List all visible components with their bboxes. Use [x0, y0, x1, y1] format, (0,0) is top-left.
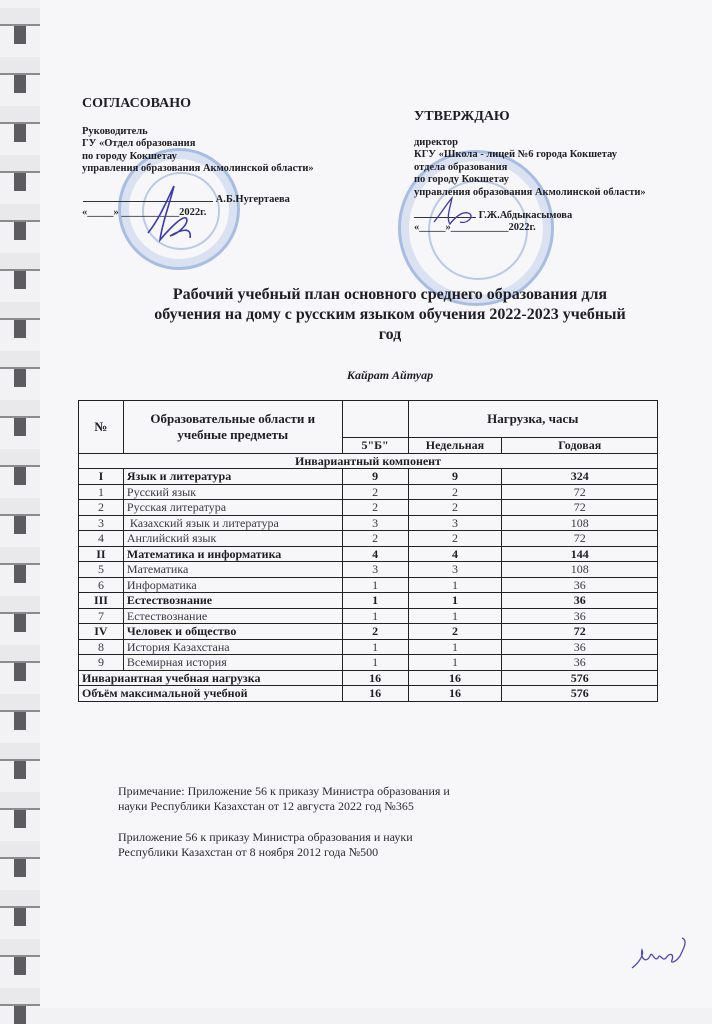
approval-right-line: управления образования Акмолинской области»	[414, 186, 646, 198]
table-row	[79, 577, 658, 593]
table-row	[79, 608, 658, 624]
cell-cls: 2	[342, 531, 408, 547]
cell-name: Русская литература	[123, 500, 342, 516]
table-row	[79, 469, 658, 485]
table-row	[79, 593, 658, 609]
spiral-ring	[0, 841, 45, 859]
approval-right-line: по городу Кокшетау	[414, 174, 509, 186]
totals-label: Объём максимальной учебной	[79, 686, 343, 702]
totals-weekly: 16	[408, 686, 502, 702]
approval-left-date: «_____» ___________2022г.	[82, 206, 207, 218]
table-row	[79, 546, 658, 562]
cell-num: 5	[79, 562, 124, 578]
spiral-ring	[0, 57, 45, 75]
cell-cls: 1	[342, 593, 408, 609]
note-1-line: Примечание: Приложение 56 к приказу Министра образования и	[118, 784, 450, 798]
spiral-ring	[0, 792, 45, 810]
approval-left-line: управления образования Акмолинской области»	[82, 163, 314, 175]
table-row	[79, 500, 658, 516]
spiral-ring	[0, 449, 45, 467]
spiral-ring	[0, 106, 45, 124]
cell-annual: 36	[502, 655, 658, 671]
approval-left-line: ГУ «Отдел образования	[82, 138, 196, 150]
spiral-ring	[0, 498, 45, 516]
cell-weekly: 4	[408, 546, 502, 562]
spiral-ring	[0, 351, 45, 369]
cell-name: Естествознание	[123, 593, 342, 609]
table-row	[79, 655, 658, 671]
cell-annual: 36	[502, 639, 658, 655]
title-line: год	[378, 326, 402, 343]
cell-cls: 4	[342, 546, 408, 562]
cell-cls: 1	[342, 639, 408, 655]
table-row	[79, 484, 658, 500]
cell-annual: 144	[502, 546, 658, 562]
cell-weekly: 2	[408, 624, 502, 640]
note-1-line: науки Республики Казахстан от 12 августа 2022 год №365	[118, 798, 414, 813]
cell-cls: 9	[342, 469, 408, 485]
spiral-ring	[0, 694, 45, 712]
cell-cls: 2	[342, 484, 408, 500]
header-subjects: Образовательные области и учебные предметы	[123, 401, 342, 454]
signature-bottom	[628, 928, 698, 978]
cell-annual: 36	[502, 608, 658, 624]
approval-left	[82, 98, 372, 219]
curriculum-table	[78, 400, 658, 702]
totals-label: Инвариантная учебная нагрузка	[79, 670, 343, 686]
spiral-ring	[0, 302, 45, 320]
table-row	[79, 515, 658, 531]
cell-annual: 72	[502, 500, 658, 516]
cell-num: 2	[79, 500, 124, 516]
totals-row	[79, 686, 658, 702]
cell-annual: 36	[502, 577, 658, 593]
cell-annual: 108	[502, 562, 658, 578]
table-row	[79, 531, 658, 547]
header-weekly: Недельная	[408, 438, 502, 454]
cell-name: Казахский язык и литература	[123, 515, 342, 531]
approval-left-heading: СОГЛАСОВАНО	[82, 96, 191, 111]
header-class: 5"Б"	[342, 438, 408, 454]
spiral-ring	[0, 253, 45, 271]
totals-weekly: 16	[408, 670, 502, 686]
cell-weekly: 3	[408, 562, 502, 578]
table-row	[79, 624, 658, 640]
cell-weekly: 1	[408, 593, 502, 609]
student-name: Кайрат Айтуар	[346, 368, 434, 382]
cell-cls: 2	[342, 500, 408, 516]
cell-name: Информатика	[123, 577, 342, 593]
approval-right-line: КГУ «Школа - лицей №6 города Кокшетау	[414, 149, 617, 161]
approval-right-line: директор	[414, 136, 459, 148]
cell-name: Русский язык	[123, 484, 342, 500]
cell-cls: 3	[342, 515, 408, 531]
spiral-ring	[0, 204, 45, 222]
approval-left-line: Руководитель	[82, 125, 148, 137]
cell-annual: 36	[502, 593, 658, 609]
approval-right-date: «_____»___________2022г.	[414, 222, 536, 234]
cell-weekly: 9	[408, 469, 502, 485]
title-line: Рабочий учебный план основного среднего образования для	[172, 286, 608, 303]
cell-num: I	[79, 469, 124, 485]
cell-annual: 72	[502, 624, 658, 640]
cell-weekly: 2	[408, 484, 502, 500]
table-row	[79, 639, 658, 655]
cell-cls: 1	[342, 577, 408, 593]
spiral-ring	[0, 939, 45, 957]
spiral-ring	[0, 8, 45, 26]
cell-num: III	[79, 593, 124, 609]
cell-annual: 108	[502, 515, 658, 531]
cell-num: 6	[79, 577, 124, 593]
approval-left-line: по городу Кокшетау	[82, 150, 177, 162]
spiral-ring	[0, 890, 45, 908]
spiral-ring	[0, 155, 45, 173]
cell-num: 9	[79, 655, 124, 671]
cell-cls: 1	[342, 608, 408, 624]
note-2-line: Приложение 56 к приказу Министра образования и науки	[118, 830, 413, 844]
header-empty	[342, 401, 408, 438]
cell-weekly: 1	[408, 608, 502, 624]
cell-name: Математика	[123, 562, 342, 578]
cell-weekly: 2	[408, 531, 502, 547]
header-annual: Годовая	[502, 438, 658, 454]
header-num: №	[79, 401, 124, 454]
cell-num: 1	[79, 484, 124, 500]
spiral-ring	[0, 988, 45, 1006]
totals-row	[79, 670, 658, 686]
section-invariant: Инвариантный компонент	[79, 453, 658, 469]
document-title	[130, 285, 650, 345]
cell-annual: 72	[502, 531, 658, 547]
cell-name: Естествознание	[123, 608, 342, 624]
cell-name: История Казахстана	[123, 639, 342, 655]
spiral-ring	[0, 596, 45, 614]
note-1	[118, 784, 450, 813]
cell-name: Английский язык	[123, 531, 342, 547]
approval-left-signer: А.Б.Нугертаева	[215, 193, 290, 205]
cell-num: 4	[79, 531, 124, 547]
cell-cls: 1	[342, 655, 408, 671]
cell-num: 8	[79, 639, 124, 655]
totals-cls: 16	[342, 670, 408, 686]
totals-annual: 576	[502, 670, 658, 686]
cell-weekly: 1	[408, 639, 502, 655]
spiral-ring	[0, 547, 45, 565]
signature-left	[140, 178, 200, 248]
cell-name: Всемирная история	[123, 655, 342, 671]
spiral-ring	[0, 400, 45, 418]
cell-annual: 324	[502, 469, 658, 485]
cell-num: 3	[79, 515, 124, 531]
approval-right-signer: Г.Ж.Абдыкасымова	[478, 209, 573, 221]
note-2-line: Республики Казахстан от 8 ноября 2012 года №500	[118, 844, 379, 859]
cell-weekly: 1	[408, 577, 502, 593]
header-load: Нагрузка, часы	[408, 401, 657, 438]
cell-weekly: 1	[408, 655, 502, 671]
cell-num: II	[79, 546, 124, 562]
cell-weekly: 3	[408, 515, 502, 531]
cell-num: IV	[79, 624, 124, 640]
cell-name: Язык и литература	[123, 469, 342, 485]
totals-cls: 16	[342, 686, 408, 702]
approval-right-line: отдела образования	[414, 161, 508, 173]
cell-weekly: 2	[408, 500, 502, 516]
cell-num: 7	[79, 608, 124, 624]
table-row	[79, 562, 658, 578]
cell-name: Человек и общество	[123, 624, 342, 640]
totals-annual: 576	[502, 686, 658, 702]
cell-name: Математика и информатика	[123, 546, 342, 562]
signature-right	[430, 192, 480, 232]
approval-right-heading: УТВЕРЖДАЮ	[414, 109, 510, 124]
spiral-ring	[0, 645, 45, 663]
note-2	[118, 830, 413, 859]
cell-cls: 2	[342, 624, 408, 640]
spiral-ring	[0, 743, 45, 761]
cell-cls: 3	[342, 562, 408, 578]
title-line: обучения на дому с русским языком обучения 2022-2023 учебный	[154, 306, 626, 323]
cell-annual: 72	[502, 484, 658, 500]
